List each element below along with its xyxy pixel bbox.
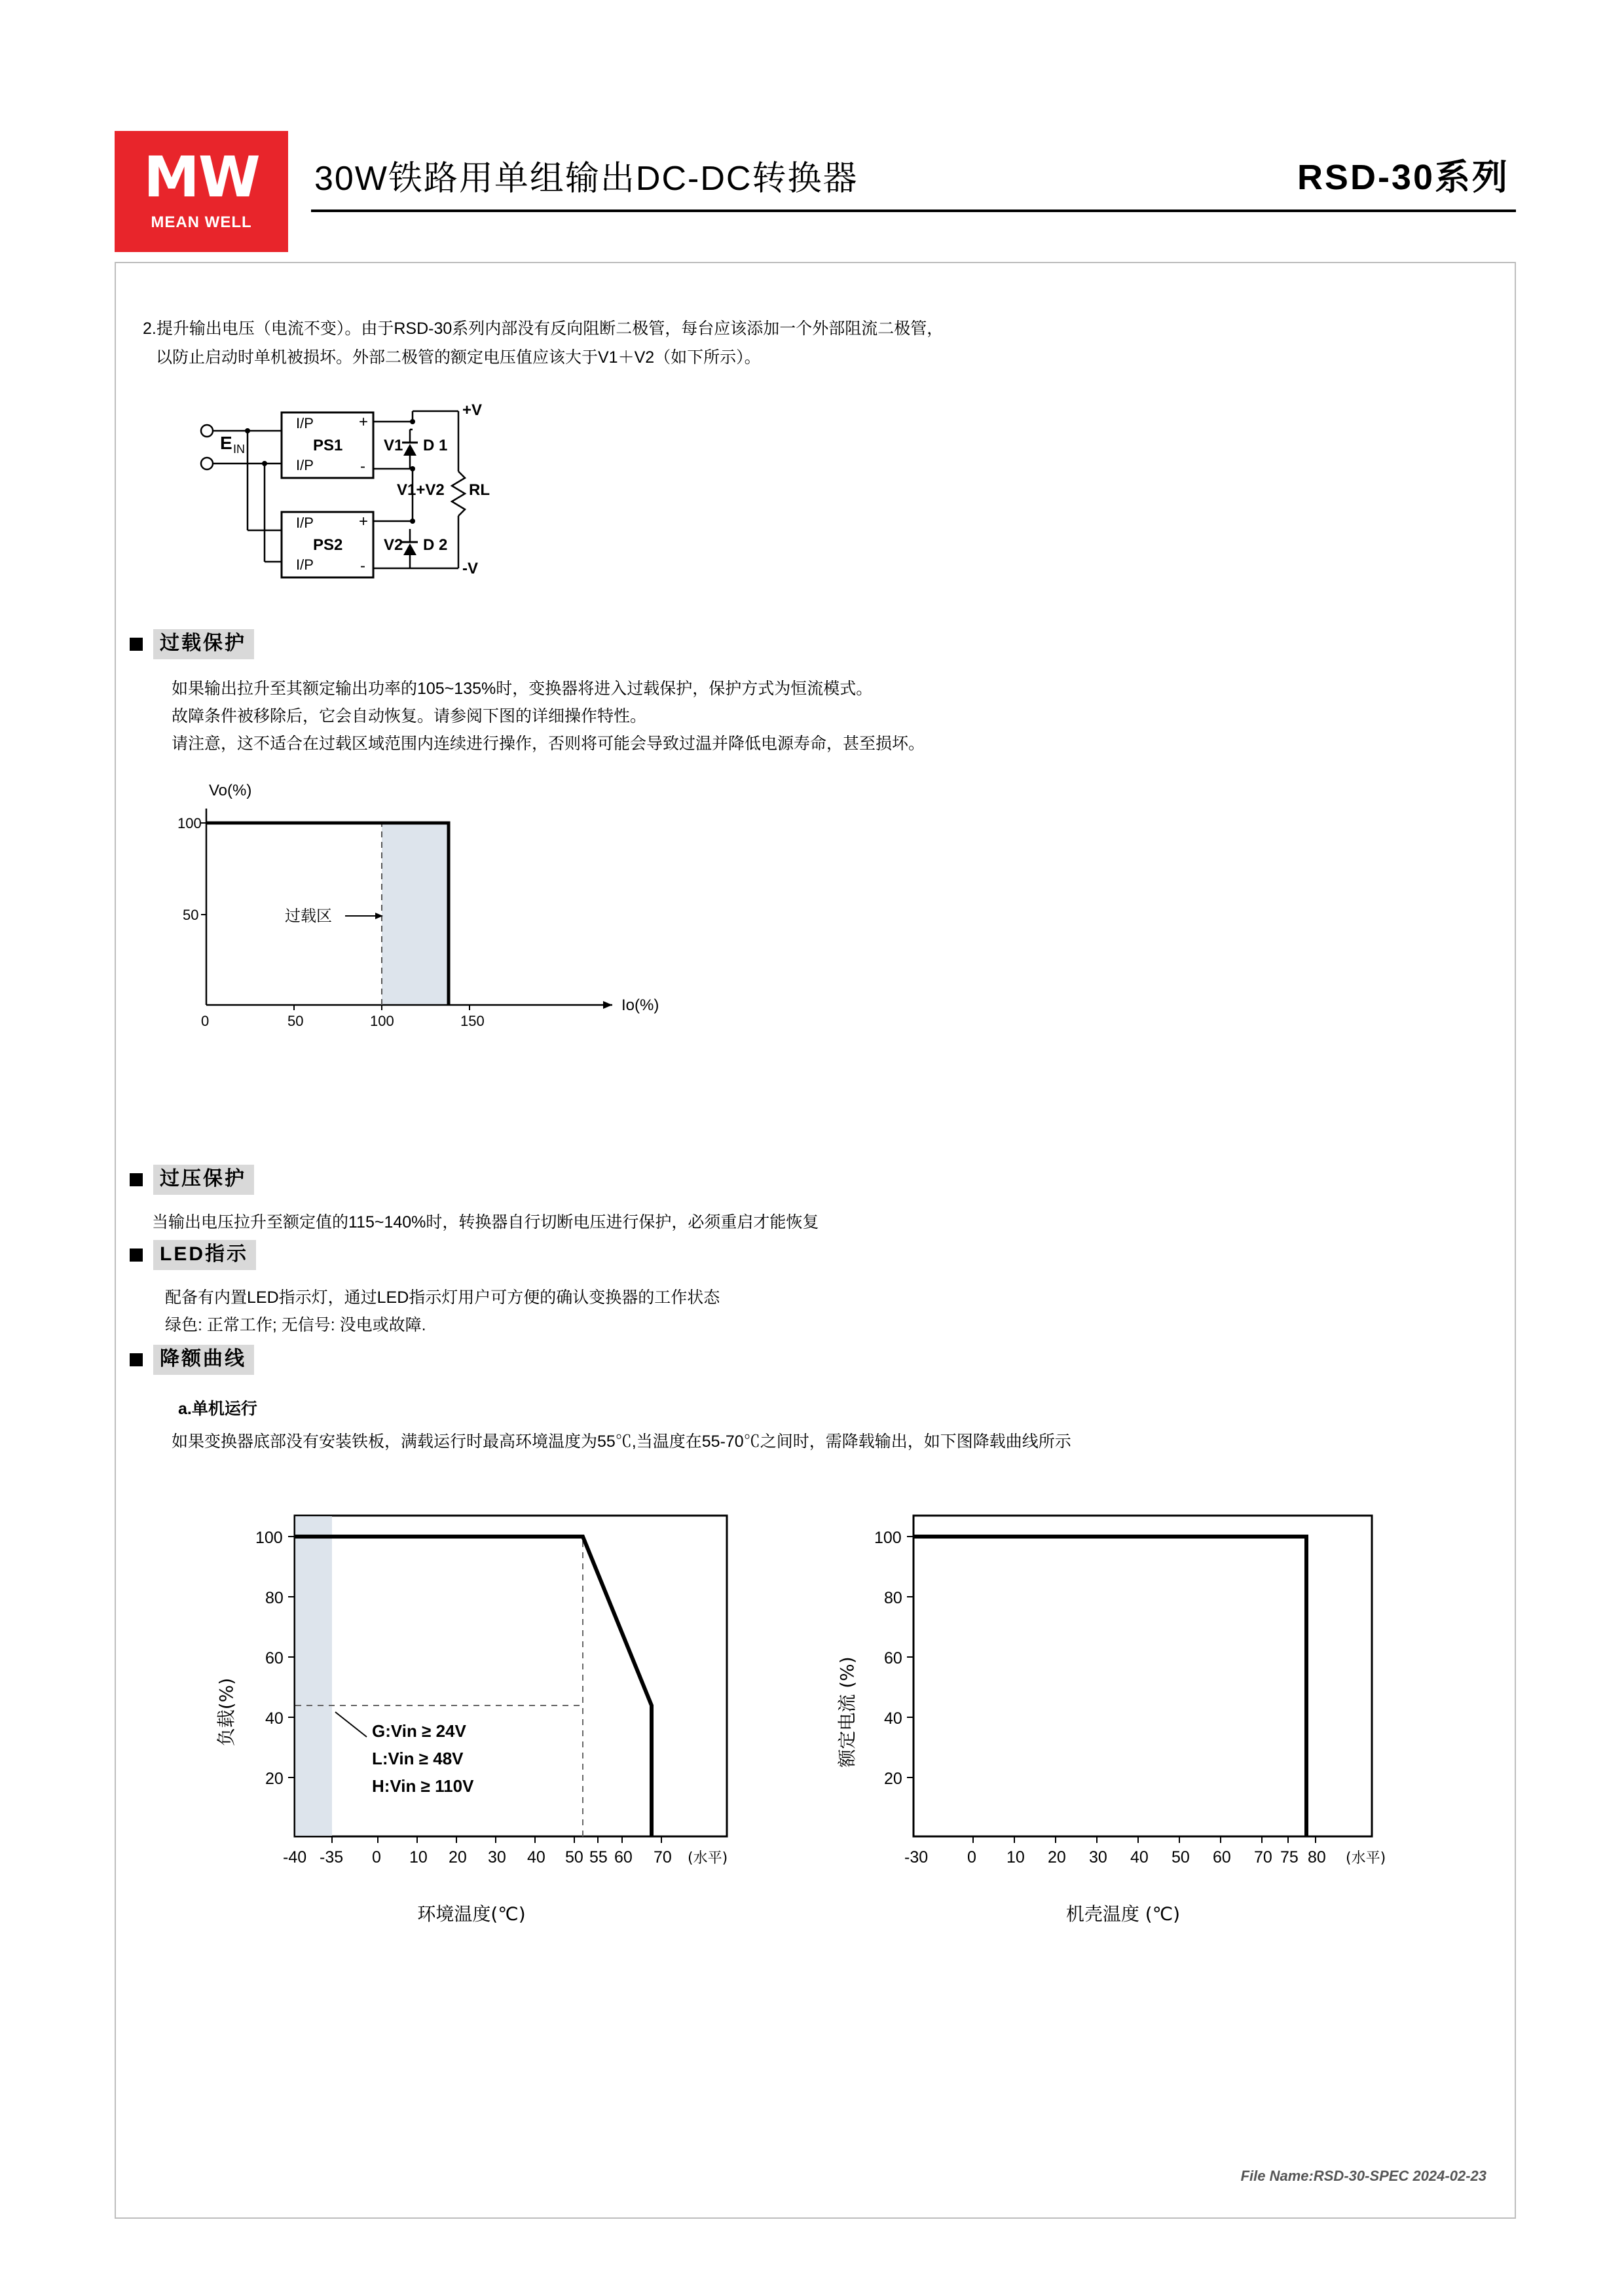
svg-text:RL: RL: [469, 481, 490, 499]
svg-text:40: 40: [527, 1848, 545, 1867]
overload-protection-chart: [167, 776, 743, 1116]
svg-text:(水平): (水平): [688, 1850, 728, 1867]
svg-text:Io(%): Io(%): [621, 996, 659, 1014]
svg-text:-: -: [360, 458, 365, 475]
svg-text:V2: V2: [384, 536, 403, 554]
svg-text:过载区: 过载区: [285, 907, 332, 925]
svg-text:80: 80: [265, 1589, 284, 1607]
series-name: RSD-30系列: [1297, 158, 1509, 197]
section-derating-curve: [130, 1345, 254, 1374]
logo-mark: MW: [143, 144, 259, 210]
svg-text:50: 50: [183, 907, 199, 923]
svg-text:50: 50: [565, 1848, 583, 1867]
svg-text:机壳温度 (℃): 机壳温度 (℃): [1065, 1903, 1181, 1925]
section-led-indicator: [130, 1241, 256, 1269]
svg-text:10: 10: [409, 1848, 428, 1867]
svg-text:I/P: I/P: [296, 415, 314, 431]
svg-text:0: 0: [372, 1848, 381, 1867]
svg-text:70: 70: [1254, 1848, 1272, 1867]
overvoltage-line-1: 当输出电压拉升至额定值的115~140%时，转换器自行切断电压进行保护，必须重启才能恢复: [152, 1213, 819, 1231]
svg-text:75: 75: [1280, 1848, 1299, 1867]
svg-text:V1: V1: [384, 437, 403, 454]
derating-ambient-chart: [164, 1496, 792, 1967]
led-line-2: 绿色: 正常工作; 无信号: 没电或故障.: [165, 1316, 426, 1334]
svg-text:V1+V2: V1+V2: [397, 481, 445, 499]
svg-text:+: +: [359, 513, 369, 530]
overload-line-3: 请注意，这不适合在过载区域范围内连续进行操作，否则将可能会导致过温并降低电源寿命，甚至损坏。: [172, 735, 925, 753]
section-overvoltage-protection: [130, 1165, 254, 1194]
svg-text:+V: +V: [462, 401, 483, 419]
svg-text:-30: -30: [904, 1848, 929, 1867]
svg-text:I/P: I/P: [296, 457, 314, 473]
svg-text:I/P: I/P: [296, 556, 314, 573]
intro-line-1: 2.提升输出电压（电流不变）。由于RSD-30系列内部没有反向阻断二极管，每台应该添加一个外部阻流二极管，: [143, 319, 944, 338]
svg-text:20: 20: [1048, 1848, 1066, 1867]
led-line-1: 配备有内置LED指示灯，通过LED指示灯用户可方便的确认变换器的工作状态: [165, 1288, 720, 1307]
svg-text:I/P: I/P: [296, 515, 314, 531]
svg-text:30: 30: [488, 1848, 506, 1867]
svg-text:100: 100: [255, 1529, 283, 1547]
bullet-square-icon: [130, 1353, 143, 1366]
intro-line-2: 以防止启动时单机被损坏。外部二极管的额定电压值应该大于V1＋V2（如下所示）。: [156, 348, 761, 367]
meanwell-logo: [115, 131, 288, 252]
page-title: 30W铁路用单组输出DC-DC转换器: [314, 160, 858, 198]
svg-text:55: 55: [589, 1848, 608, 1867]
svg-text:D 1: D 1: [423, 437, 448, 454]
svg-text:-35: -35: [320, 1848, 344, 1867]
bullet-square-icon: [130, 638, 143, 651]
svg-text:20: 20: [265, 1770, 284, 1788]
section-heading-label: LED指示: [153, 1240, 256, 1270]
svg-text:PS2: PS2: [313, 536, 343, 554]
svg-text:100: 100: [370, 1013, 394, 1029]
svg-text:150: 150: [460, 1013, 485, 1029]
svg-text:40: 40: [884, 1709, 902, 1728]
svg-text:60: 60: [884, 1649, 902, 1667]
svg-text:50: 50: [1172, 1848, 1190, 1867]
svg-text:负载(%): 负载(%): [215, 1677, 237, 1747]
section-heading-label: 过压保护: [153, 1165, 254, 1195]
svg-text:Vo(%): Vo(%): [209, 782, 252, 799]
svg-text:L:Vin ≥ 48V: L:Vin ≥ 48V: [372, 1749, 464, 1768]
svg-text:70: 70: [654, 1848, 672, 1867]
svg-text:环境温度(℃): 环境温度(℃): [417, 1903, 526, 1925]
svg-text:-: -: [360, 557, 365, 575]
svg-text:100: 100: [874, 1529, 902, 1547]
svg-text:D 2: D 2: [423, 536, 448, 554]
svg-text:IN: IN: [233, 443, 245, 456]
svg-text:20: 20: [449, 1848, 467, 1867]
derating-line-1: 如果变换器底部没有安装铁板，满载运行时最高环境温度为55℃,当温度在55-70℃之间时，需降载输出，如下图降载曲线所示: [172, 1432, 1071, 1451]
svg-text:G:Vin ≥ 24V: G:Vin ≥ 24V: [372, 1721, 466, 1741]
bullet-square-icon: [130, 1173, 143, 1186]
overload-line-1: 如果输出拉升至其额定输出功率的105~135%时，变换器将进入过载保护，保护方式为恒流模式。: [172, 680, 873, 698]
bullet-square-icon: [130, 1248, 143, 1262]
derating-sub-a: a.单机运行: [178, 1400, 257, 1418]
overload-line-2: 故障条件被移除后，它会自动恢复。请参阅下图的详细操作特性。: [172, 707, 647, 725]
section-heading-label: 降额曲线: [153, 1345, 254, 1375]
svg-text:H:Vin ≥ 110V: H:Vin ≥ 110V: [372, 1776, 474, 1796]
svg-text:60: 60: [1213, 1848, 1231, 1867]
svg-text:60: 60: [614, 1848, 633, 1867]
svg-text:额定电流 (%): 额定电流 (%): [836, 1656, 858, 1768]
svg-text:10: 10: [1006, 1848, 1025, 1867]
svg-text:-40: -40: [283, 1848, 307, 1867]
header-divider: [311, 210, 1516, 212]
svg-text:100: 100: [177, 815, 202, 831]
svg-text:-V: -V: [462, 560, 478, 577]
svg-text:50: 50: [287, 1013, 304, 1029]
svg-text:40: 40: [1130, 1848, 1149, 1867]
parallel-boost-circuit-diagram: [196, 393, 602, 602]
svg-text:30: 30: [1089, 1848, 1107, 1867]
svg-text:PS1: PS1: [313, 437, 343, 454]
derating-case-chart: [796, 1496, 1424, 1967]
svg-text:20: 20: [884, 1770, 902, 1788]
section-heading-label: 过载保护: [153, 629, 254, 659]
svg-text:80: 80: [1308, 1848, 1326, 1867]
svg-text:60: 60: [265, 1649, 284, 1667]
svg-text:+: +: [359, 413, 369, 431]
svg-text:0: 0: [201, 1013, 210, 1029]
page-header: [115, 131, 1516, 252]
svg-text:0: 0: [967, 1848, 976, 1867]
file-name-footer: File Name:RSD-30-SPEC 2024-02-23: [1240, 2168, 1486, 2184]
svg-text:40: 40: [265, 1709, 284, 1728]
svg-text:(水平): (水平): [1346, 1850, 1386, 1867]
section-overload-protection: [130, 630, 254, 659]
logo-wordmark: MEAN WELL: [151, 213, 252, 232]
svg-text:80: 80: [884, 1589, 902, 1607]
svg-text:E: E: [220, 433, 232, 453]
